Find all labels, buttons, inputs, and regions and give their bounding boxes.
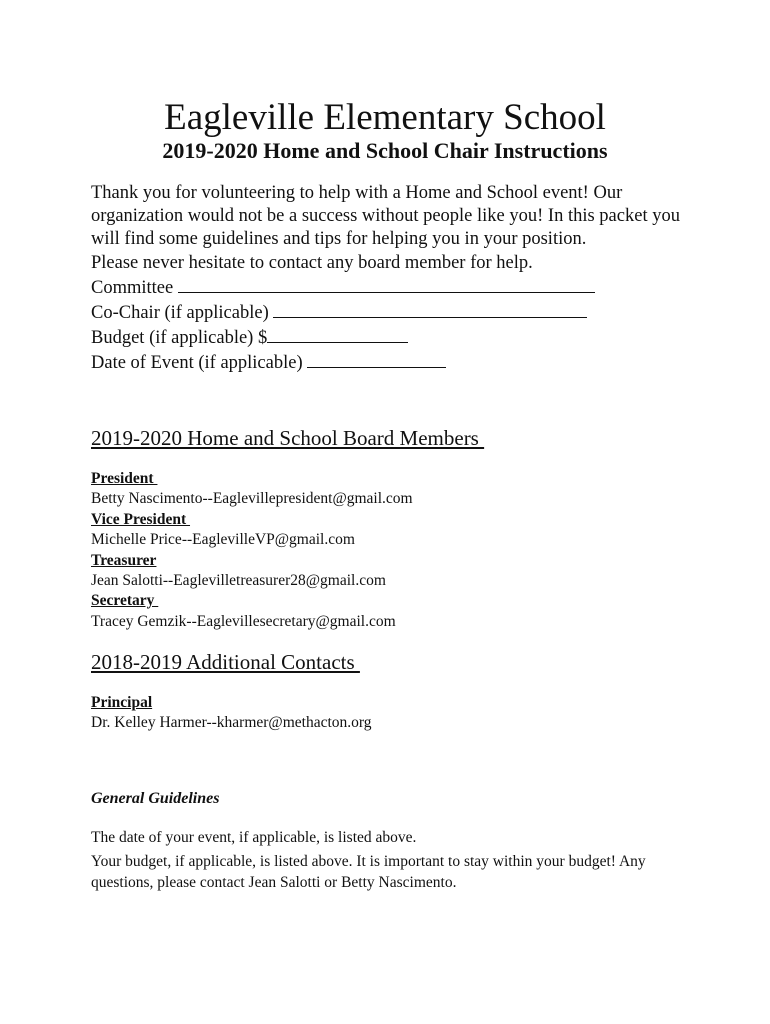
guidelines-section: [91, 828, 651, 897]
role-label: President: [91, 470, 158, 487]
co-chair-field: [91, 300, 691, 325]
page-subtitle: 2019-2020 Home and School Chair Instructions: [162, 138, 608, 163]
additional-contacts-heading: 2018-2019 Additional Contacts: [91, 650, 360, 674]
role-label: Principal: [91, 694, 153, 711]
board-members-list: [91, 469, 691, 632]
member-vice-president: [91, 510, 691, 551]
role-label: Secretary: [91, 592, 159, 610]
member-contact: Michelle Price--EaglevilleVP@gmail.com: [91, 531, 355, 549]
additional-contacts-list: [91, 693, 691, 734]
date-of-event-field: [91, 350, 691, 375]
budget-blank-line: [267, 325, 408, 343]
member-contact: Dr. Kelley Harmer--kharmer@methacton.org: [91, 714, 372, 732]
budget-label: Budget (if applicable) $: [91, 328, 268, 349]
committee-blank-line: [178, 275, 595, 293]
member-secretary: [91, 591, 691, 632]
committee-field: [91, 275, 691, 300]
member-contact: Betty Nascimento--Eaglevillepresident@gmail.com: [91, 490, 413, 508]
contact-principal: [91, 693, 691, 734]
member-contact: Jean Salotti--Eaglevilletreasurer28@gmail.com: [91, 572, 386, 590]
member-contact: Tracey Gemzik--Eaglevillesecretary@gmail.com: [91, 612, 396, 630]
date-of-event-label: Date of Event (if applicable): [91, 353, 308, 374]
board-members-heading: 2019-2020 Home and School Board Members: [91, 426, 485, 450]
member-treasurer: [91, 551, 691, 592]
intro-paragraph: Thank you for volunteering to help with a Home and School event! Our organization would not be a success without people like you! In this packet you will find some guidelines and tips for helping you in your position.: [91, 183, 680, 250]
committee-label: Committee: [91, 277, 178, 298]
date-of-event-blank-line: [307, 350, 446, 368]
role-label: Treasurer: [91, 551, 157, 569]
intro-section: [91, 182, 691, 376]
co-chair-label: Co-Chair (if applicable): [91, 303, 274, 324]
budget-field: [91, 325, 691, 350]
contact-line: Please never hesitate to contact any board member for help.: [91, 252, 533, 273]
guideline-paragraph: Your budget, if applicable, is listed above. It is important to stay within your budget! Any questions, please contact Jean Salotti or Betty Nascimento.: [91, 853, 646, 891]
co-chair-blank-line: [273, 300, 587, 318]
general-guidelines-heading: General Guidelines: [91, 790, 220, 807]
page-title: Eagleville Elementary School: [164, 97, 606, 138]
role-label: Vice President: [91, 510, 191, 528]
guideline-paragraph: The date of your event, if applicable, is listed above.: [91, 829, 417, 846]
member-president: [91, 469, 691, 510]
